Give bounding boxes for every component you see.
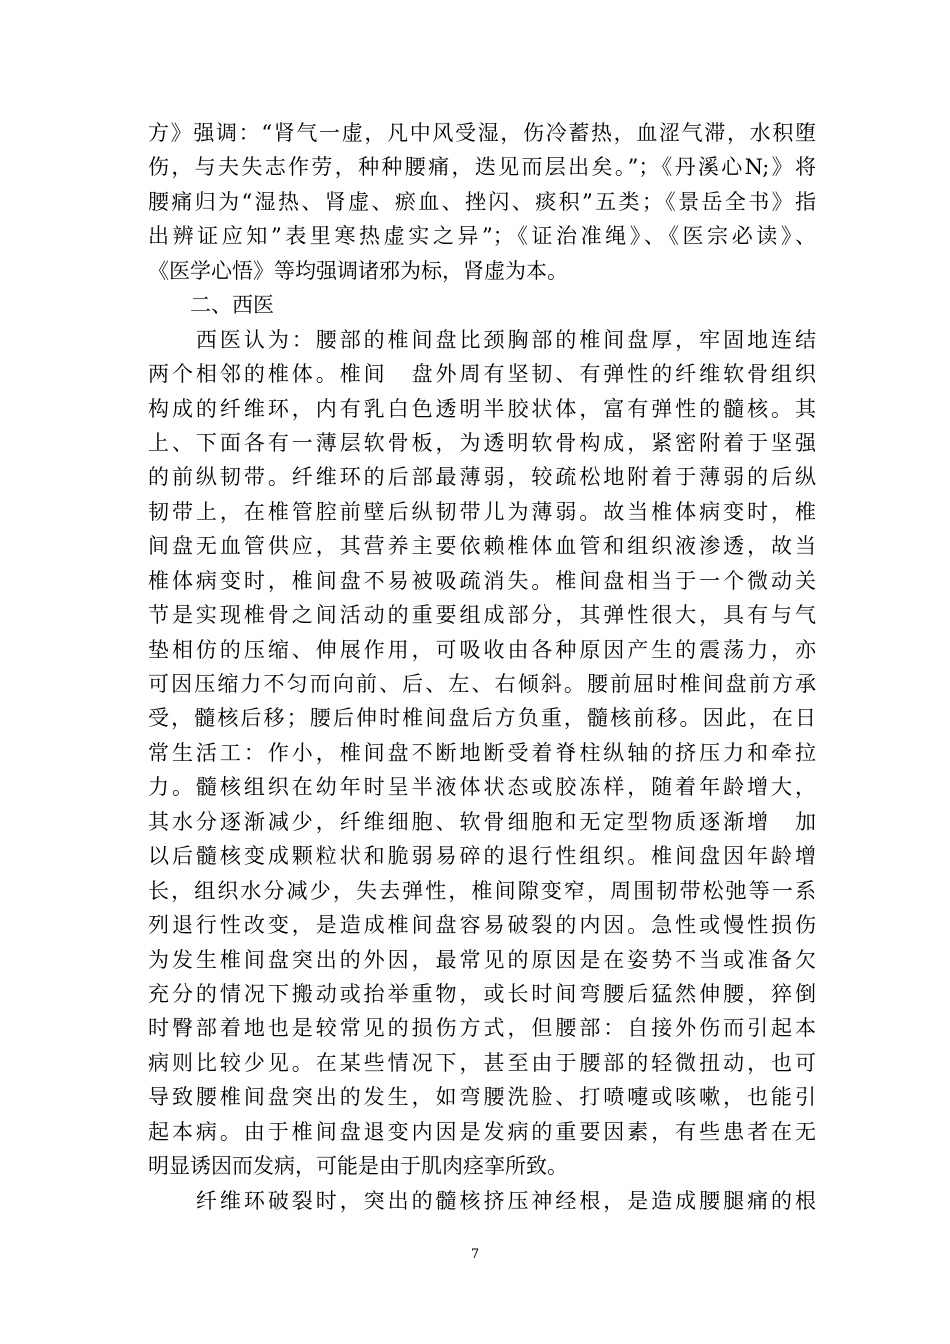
text-line: 伤，与夫失志作劳，种种腰痛，迭见而层出矣。”；《丹溪心N;》将 (148, 155, 816, 180)
text-line: 可因压缩力不匀而向前、后、左、右倾斜。腰前屈时椎间盘前方承 (148, 672, 816, 696)
text-line: 以后髓核变成颗粒状和脆弱易碎的退行性组织。椎间盘因年龄增 (148, 844, 816, 869)
text-line: 列退行性改变，是造成椎间盘容易破裂的内因。急性或慢性损伤 (148, 913, 816, 938)
text-line: 导致腰椎间盘突出的发生，如弯腰洗脸、打喷嚏或咳嗽，也能引 (148, 1085, 816, 1110)
text-line: 力。髓核组织在幼年时呈半液体状态或胶冻样，随着年龄增大， (148, 775, 816, 800)
text-line: 其水分逐渐减少，纤维细胞、软骨细胞和无定型物质逐渐增 加 (148, 809, 816, 834)
text-line: 常生活工：作小，椎间盘不断地断受着脊柱纵轴的挤压力和牵拉 (148, 740, 816, 765)
text-line: 间盘无血管供应，其营养主要依赖椎体血管和组织液渗透，故当 (148, 534, 816, 559)
text-line: 受，髓核后移；腰后伸时椎间盘后方负重，髓核前移。因此，在日 (148, 706, 816, 731)
text-line: 西医认为：腰部的椎间盘比颈胸部的椎间盘厚，牢固地连结 (148, 327, 816, 352)
text-line: 《医学心悟》等均强调诸邪为标，肾虚为本。 (148, 258, 568, 283)
text-line: 病则比较少见。在某些情况下，甚至由于腰部的轻微扭动，也可 (148, 1050, 816, 1075)
text-line: 起本病。由于椎间盘退变内因是发病的重要因素，有些患者在无 (148, 1119, 816, 1144)
text-line: 上、下面各有一薄层软骨板，为透明软骨构成，紧密附着于坚强 (148, 430, 816, 455)
page-number: 7 (470, 1247, 480, 1262)
text-line: 长，组织水分减少，失去弹性，椎间隙变窄，周围韧带松弛等一系 (148, 878, 816, 903)
text-line: 构成的纤维环，内有乳白色透明半胶状体，富有弹性的髓核。其 (148, 396, 816, 421)
text-line: 充分的情况下搬动或抬举重物，或长时间弯腰后猛然伸腰，猝倒 (148, 981, 816, 1006)
text-line: 腰痛归为“湿热、肾虚、瘀血、挫闪、痰积”五类；《景岳全书》指 (148, 189, 816, 214)
text-line: 纤维环破裂时，突出的髓核挤压神经根，是造成腰腿痛的根 (148, 1188, 816, 1213)
text-line: 两个相邻的椎体。椎间 盘外周有坚韧、有弹性的纤维软骨组织 (148, 362, 816, 387)
text-line: 方》强调：“肾气一虚，凡中风受湿，伤冷蓄热，血涩气滞，水积堕 (148, 121, 816, 145)
text-line: 椎体病变时，椎间盘不易被吸疏消失。椎间盘相当于一个微动关 (148, 568, 816, 593)
text-line: 出辨证应知”表里寒热虚实之异”；《证治准绳》、《医宗必读》、 (148, 224, 816, 249)
text-line: 节是实现椎骨之间活动的重要组成部分，其弹性很大，具有与气 (148, 603, 816, 628)
text-line: 韧带上，在椎管腔前壁后纵韧带儿为薄弱。故当椎体病变时，椎 (148, 499, 816, 524)
text-line: 的前纵韧带。纤维环的后部最薄弱，较疏松地附着于薄弱的后纵 (148, 465, 816, 490)
text-line: 明显诱因而发病，可能是由于肌肉痉挛所致。 (148, 1154, 568, 1179)
text-line: 为发生椎间盘突出的外因，最常见的原因是在姿势不当或准备欠 (148, 947, 816, 972)
section-heading: 二、西医 (148, 293, 274, 318)
text-line: 时臀部着地也是较常见的损伤方式，但腰部：自接外伤而引起本 (148, 1016, 816, 1041)
text-line: 垫相仿的压缩、伸展作用，可吸收由各种原因产生的震荡力，亦 (148, 637, 816, 662)
body-text (148, 116, 816, 1218)
